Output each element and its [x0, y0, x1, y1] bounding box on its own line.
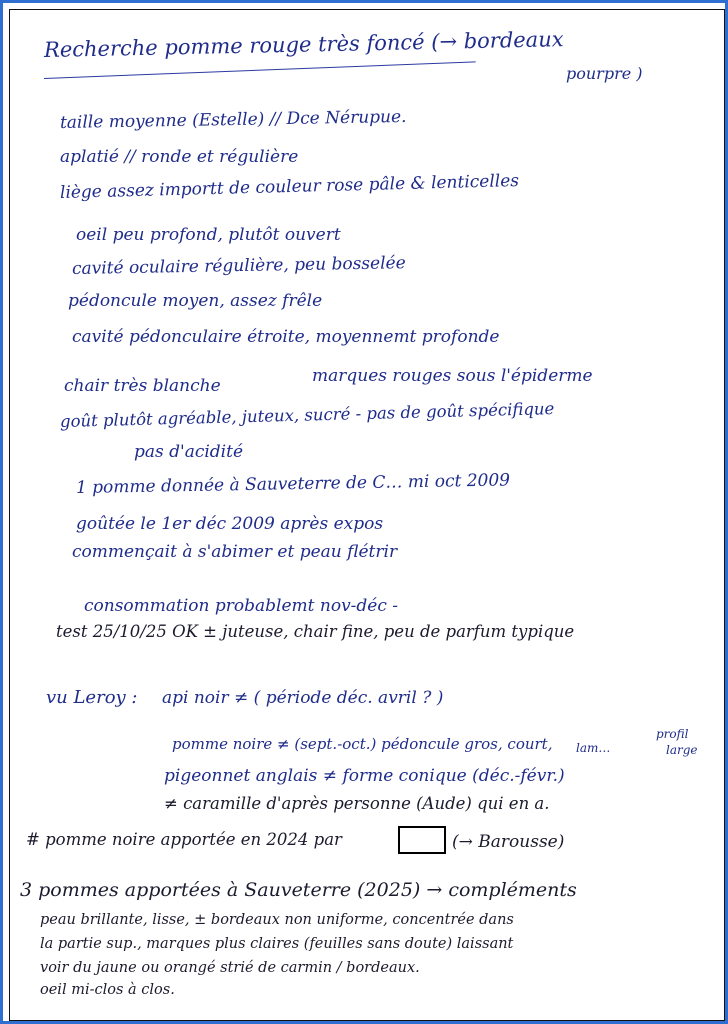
- redacted-name-box: [398, 826, 446, 854]
- noire-2024-origin: (→ Barousse): [452, 832, 565, 852]
- text-line: 1 pomme donnée à Sauveterre de C… mi oct 2009: [75, 470, 511, 498]
- margin-note-large: large: [666, 743, 698, 757]
- final-line: peau brillante, lisse, ± bordeaux non uniforme, concentrée dans: [40, 912, 514, 928]
- text-line: goût plutôt agréable, juteux, sucré - pas de goût spécifique: [59, 399, 555, 431]
- text-line: oeil peu profond, plutôt ouvert: [76, 225, 341, 245]
- leroy-caramille: ≠ caramille d'après personne (Aude) qui en a.: [164, 794, 550, 813]
- text-line: commençait à s'abimer et peau flétrir: [72, 542, 398, 562]
- text-line: pédoncule moyen, assez frêle: [68, 291, 323, 311]
- text-line: cavité pédonculaire étroite, moyennemt profonde: [72, 327, 500, 347]
- text-line: consommation probablemt nov-déc -: [84, 596, 399, 616]
- leroy-label: vu Leroy :: [46, 687, 138, 708]
- leroy-pomme-noire-tail: lam…: [576, 741, 611, 755]
- leroy-api-noir: api noir ≠ ( période déc. avril ? ): [162, 688, 444, 708]
- text-line: taille moyenne (Estelle) // Dce Nérupue.: [59, 106, 407, 133]
- text-line: liège assez importt de couleur rose pâle & lenticelles: [59, 170, 520, 203]
- final-line: oeil mi-clos à clos.: [40, 982, 175, 998]
- noire-2024-line: # pomme noire apportée en 2024 par: [26, 830, 342, 849]
- page-title-continuation: pourpre ): [566, 64, 643, 83]
- final-heading: 3 pommes apportées à Sauveterre (2025) → compléments: [20, 879, 577, 901]
- text-line: aplatié // ronde et régulière: [60, 147, 299, 167]
- text-line: cavité oculaire régulière, peu bosselée: [71, 253, 406, 279]
- page-title: Recherche pomme rouge très foncé (→ bordeaux: [43, 27, 564, 62]
- final-line: voir du jaune ou orangé strié de carmin / bordeaux.: [40, 960, 420, 976]
- leroy-pigeonnet: pigeonnet anglais ≠ forme conique (déc.-févr.): [164, 766, 565, 786]
- final-line: la partie sup., marques plus claires (feuilles sans doute) laissant: [40, 936, 514, 952]
- text-line: pas d'acidité: [134, 442, 244, 462]
- text-line: marques rouges sous l'épiderme: [312, 366, 593, 386]
- test-line: test 25/10/25 OK ± juteuse, chair fine, peu de parfum typique: [56, 622, 575, 641]
- leroy-pomme-noire: pomme noire ≠ (sept.-oct.) pédoncule gros, court,: [172, 735, 553, 753]
- text-line: chair très blanche: [64, 376, 221, 396]
- margin-note-profil: profil: [656, 727, 689, 741]
- text-line: goûtée le 1er déc 2009 après expos: [76, 514, 384, 534]
